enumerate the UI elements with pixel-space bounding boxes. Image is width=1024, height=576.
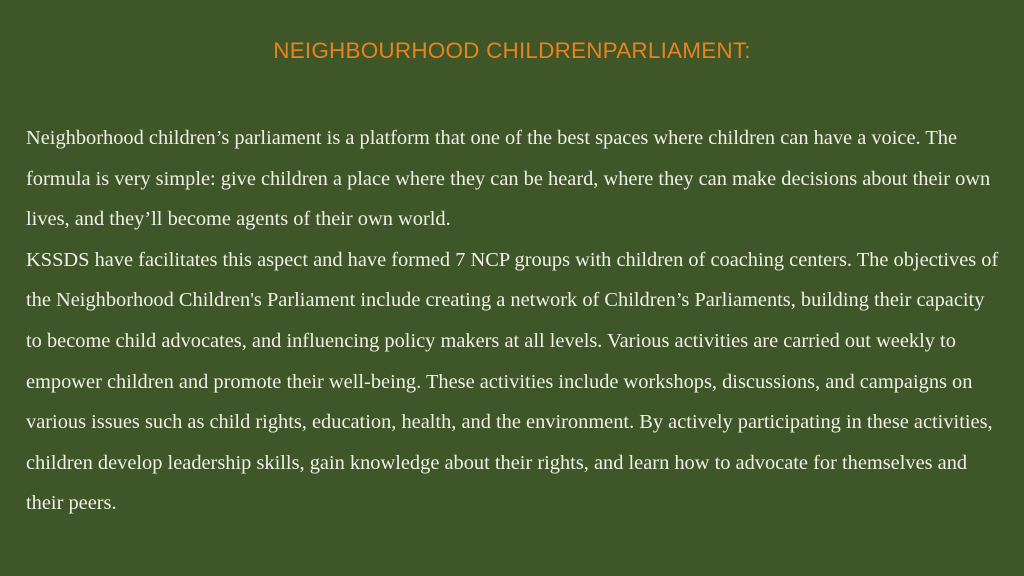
body-paragraph-2: KSSDS have facilitates this aspect and have formed 7 NCP groups with children of coaching centers. The objectives of the Neighborhood Children's Parliament include creating a network of Children’s Parliaments, building their capacity to become child advocates, and influencing policy makers at all levels. Various activities are carried out weekly to empower children and promote their well-being. These activities include workshops, discussions, and campaigns on various issues such as child rights, education, health, and the environment. By actively participating in these activities, children develop leadership skills, gain knowledge about their rights, and learn how to advocate for themselves and their peers.	[26, 248, 999, 515]
slide-body-text	[26, 118, 1001, 524]
page-title: NEIGHBOURHOOD CHILDRENPARLIAMENT:	[273, 38, 751, 63]
body-paragraph-1: Neighborhood children’s parliament is a platform that one of the best spaces where children can have a voice. The formula is very simple: give children a place where they can be heard, where they can make decisions about their own lives, and they’ll become agents of their own world.	[26, 127, 991, 231]
